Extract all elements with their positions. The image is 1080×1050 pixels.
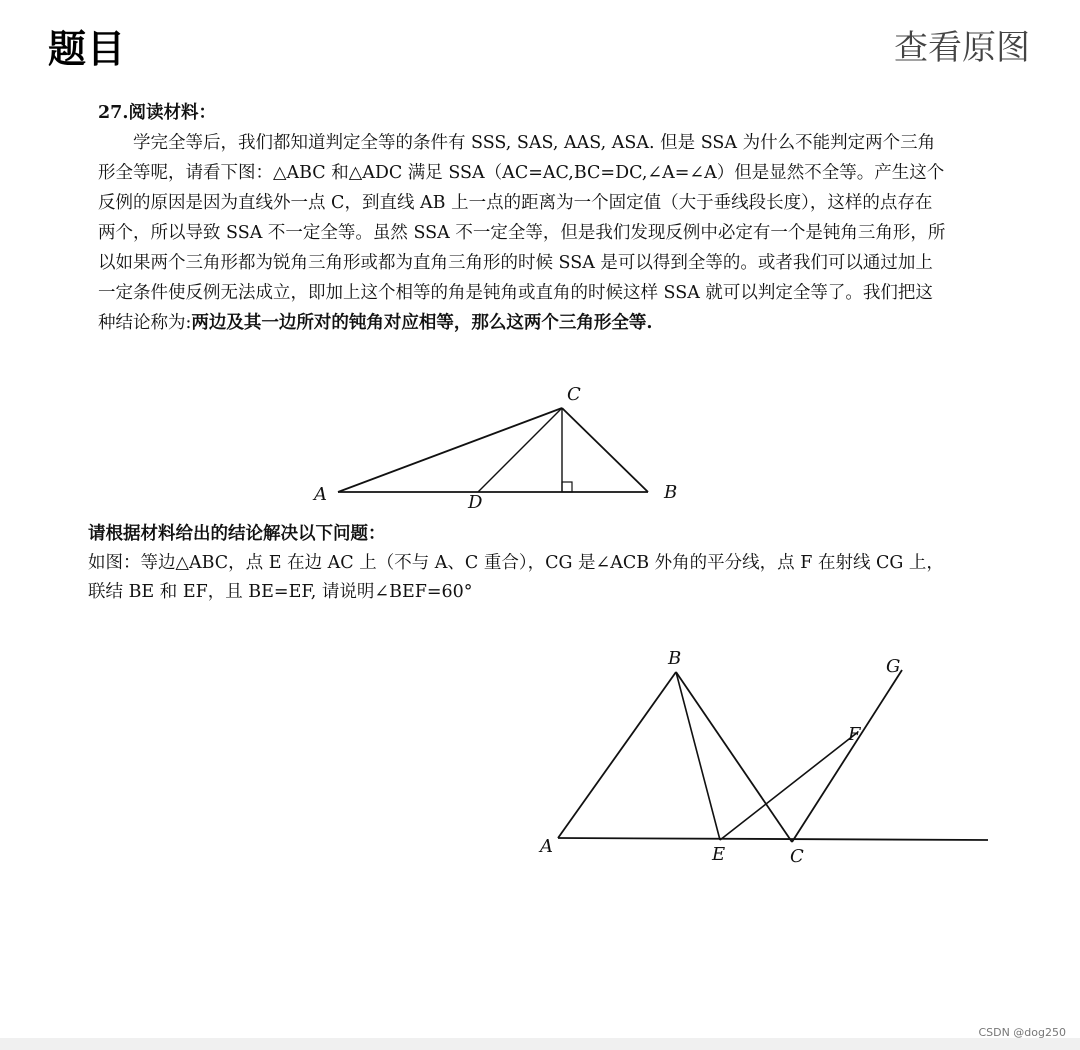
label-c: C <box>790 846 804 867</box>
label-g: G <box>886 656 901 677</box>
label-e: E <box>712 844 726 865</box>
segment-be <box>676 672 720 840</box>
label-d: D <box>468 492 483 513</box>
segment-bc <box>676 672 792 842</box>
label-b: B <box>668 648 682 669</box>
task-heading: 请根据材料给出的结论解决以下问题： <box>88 524 386 544</box>
footer-bar <box>0 1038 1080 1050</box>
view-original-button[interactable]: 查看原图 <box>894 28 1030 68</box>
label-a: A <box>540 836 553 857</box>
watermark: CSDN @dog250 <box>978 1026 1066 1039</box>
ray-cg <box>792 670 902 842</box>
label-a: A <box>314 484 327 505</box>
right-angle-mark <box>562 482 572 492</box>
material-heading <box>98 98 948 128</box>
task-body: 如图：等边△ABC，点 E 在边 AC 上（不与 A、C 重合），CG 是∠ACB 外角的平分线，点 F 在射线 CG 上，联结 BE 和 EF，且 BE=EF, 请说明∠BEF=60° <box>88 553 944 602</box>
material-conclusion: 两边及其一边所对的钝角对应相等，那么这两个三角形全等. <box>191 313 653 333</box>
figure-ssa-counterexample <box>300 380 700 515</box>
segment-ef <box>720 732 858 840</box>
segment-ac <box>338 408 562 492</box>
reading-material <box>98 98 948 338</box>
task-section <box>88 520 948 607</box>
segment-bc <box>562 408 648 492</box>
figure-equilateral-triangle <box>530 640 1000 880</box>
label-c: C <box>567 384 581 405</box>
material-body: 学完全等后，我们都知道判定全等的条件有 SSS, SAS, AAS, ASA. 但是 SSA 为什么不能判定两个三角形全等呢，请看下图：△ABC 和△ADC 满足 SSA（AC=AC,BC=DC,∠A=∠A）但是显然不全等。产生这个反例的原因是因为直线外一点 C，到直线 AB 上一点的距离为一个固定值（大于垂线段长度），这样的点存在两个，所以导致 SSA 不一定全等。虽然 SSA 不一定全等，但是我们发现反例中必定有一个是钝角三角形，所以如果两个三角形都为锐角三角形或都为直角三角形的时候 SSA 是可以得到全等的。或者我们可以通过加上一定条件使反例无法成立，即加上这个相等的角是钝角或直角的时候这样 SSA 就可以判定全等了。我们把这种结论称为: <box>98 133 946 333</box>
material-heading-text: 阅读材料： <box>128 103 216 123</box>
label-f: F <box>848 724 861 745</box>
line-ac-extended <box>558 838 988 840</box>
segment-ab <box>558 672 676 838</box>
problem-number: 27. <box>98 103 129 123</box>
segment-dc <box>478 408 562 492</box>
material-paragraph <box>98 128 948 338</box>
label-b: B <box>664 482 678 503</box>
page-title: 题目 <box>48 27 127 71</box>
